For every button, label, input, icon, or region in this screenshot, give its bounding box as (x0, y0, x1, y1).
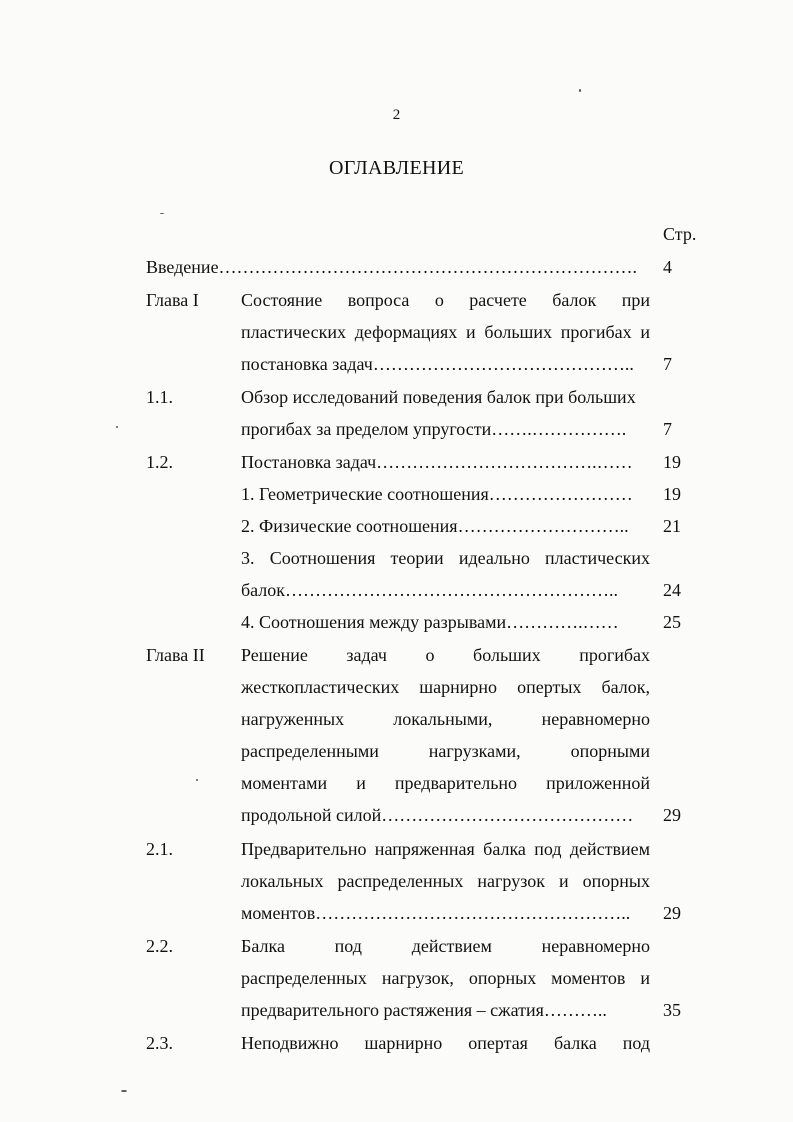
page-number: 2 (392, 107, 401, 123)
toc-ch1-line: пластических деформациях и больших прогибах и (241, 322, 650, 342)
toc-intro-page: 4 (663, 257, 672, 277)
toc-s1-1-line: Обзор исследований поведения балок при больших (241, 387, 636, 407)
toc-ch1-label: Глава I (146, 290, 199, 310)
toc-s1-1-page: 7 (663, 419, 672, 439)
toc-s1-2-page: 19 (663, 452, 681, 472)
toc-ch2-line: Решение задач о больших прогибах (241, 645, 650, 665)
toc-s1-2-3-line: 3. Соотношения теории идеально пластических (241, 548, 650, 568)
toc-s2-3-label: 2.3. (146, 1033, 173, 1053)
toc-s1-2-line: Постановка задач……………………………….…… (241, 452, 633, 472)
toc-intro-text: Введение……………………………………………………………. (146, 257, 638, 277)
toc-s2-2-line: распределенных нагрузок, опорных моментов и (241, 968, 650, 988)
toc-s1-2-1-line: 1. Геометрические соотношения…………………… (241, 484, 633, 504)
toc-s2-2-label: 2.2. (146, 936, 173, 956)
toc-s2-1-line: локальных распределенных нагрузок и опорных (241, 871, 650, 891)
toc-ch1-line: постановка задач…………………………………….. (241, 354, 634, 374)
toc-ch2-line: нагруженных локальными, неравномерно (241, 709, 650, 729)
toc-s1-2-label: 1.2. (146, 452, 173, 472)
toc-s2-3-line: Неподвижно шарнирно опертая балка под (241, 1033, 650, 1053)
page-column-header: Стр. (663, 224, 697, 244)
scan-speck (196, 779, 198, 781)
toc-s2-2-line: предварительного растяжения – сжатия……….. (241, 1000, 607, 1020)
scan-speck (579, 89, 581, 92)
toc-s1-2-4-line: 4. Соотношения между разрывами………….…… (241, 612, 619, 632)
scan-speck (160, 213, 164, 214)
toc-s2-1-page: 29 (663, 903, 681, 923)
toc-s2-1-label: 2.1. (146, 839, 173, 859)
toc-s1-1-label: 1.1. (146, 387, 173, 407)
scan-speck (121, 1090, 127, 1092)
toc-s2-2-page: 35 (663, 1000, 681, 1020)
toc-ch2-label: Глава II (146, 645, 205, 665)
toc-ch2-page: 29 (663, 805, 681, 825)
toc-ch2-line: продольной силой…………………………………… (241, 805, 634, 825)
toc-s2-1-line: Предварительно напряженная балка под действием (241, 839, 650, 859)
page-title: ОГЛАВЛЕНИЕ (329, 157, 464, 179)
toc-ch1-page: 7 (663, 354, 672, 374)
toc-s1-2-2-page: 21 (663, 516, 681, 536)
toc-ch2-line: жесткопластических шарнирно опертых балок, (241, 677, 650, 697)
toc-s1-2-3-line: балок……………………………………………….. (241, 580, 619, 600)
toc-s2-2-line: Балка под действием неравномерно (241, 936, 650, 956)
toc-s1-2-4-page: 25 (663, 612, 681, 632)
scan-speck (116, 426, 118, 428)
toc-s1-2-2-line: 2. Физические соотношения……………………….. (241, 516, 629, 536)
toc-s2-1-line: моментов…………………………………………….. (241, 903, 631, 923)
toc-s1-2-3-page: 24 (663, 580, 681, 600)
toc-s1-1-line: прогибах за пределом упругости…….……………. (241, 419, 627, 439)
toc-ch2-line: распределенными нагрузками, опорными (241, 741, 650, 761)
toc-s1-2-1-page: 19 (663, 484, 681, 504)
toc-ch1-line: Состояние вопроса о расчете балок при (241, 290, 650, 310)
toc-ch2-line: моментами и предварительно приложенной (241, 773, 650, 793)
